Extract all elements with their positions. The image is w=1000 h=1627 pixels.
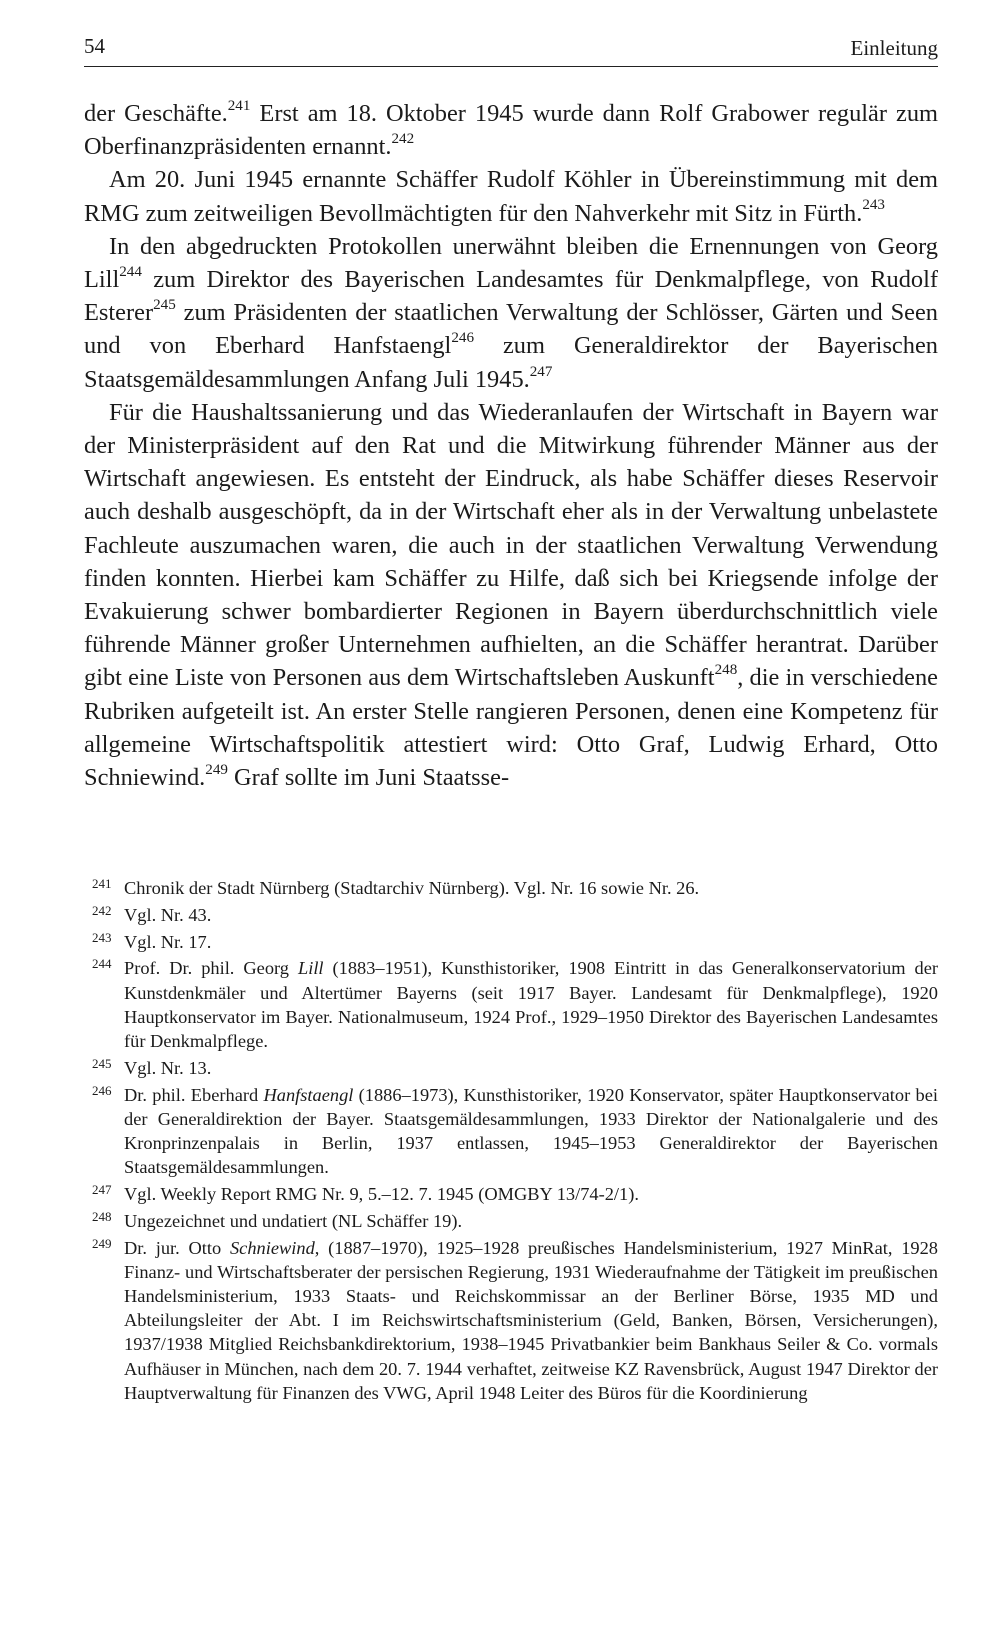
person-name: Schniewind	[229, 1237, 315, 1258]
text-run: Am 20. Juni 1945 ernannte Schäffer Rudolf Köhler in Übereinstimmung mit dem RMG zum zeitweiligen Bevollmächtigten für den Nahverkehr mit Sitz in Fürth.	[84, 166, 938, 227]
footnote-text: Ungezeichnet und undatiert (NL Schäffer 19).	[124, 1210, 463, 1231]
footnote-244	[84, 956, 938, 1053]
footnote-text-pre: Dr. jur. Otto	[124, 1237, 230, 1258]
footnote-ref-242: 242	[391, 131, 415, 148]
footnote-text-pre: Dr. phil. Eberhard	[124, 1084, 264, 1105]
footnote-242	[84, 903, 938, 927]
text-run: In den abgedruckten Protokollen unerwähnt bleiben die Ernennungen von Georg Lill	[84, 232, 938, 294]
person-name: Hanfstaengl	[263, 1084, 354, 1105]
footnote-text-pre: Prof. Dr. phil. Georg	[124, 958, 298, 979]
footnote-ref-241: 241	[227, 97, 251, 114]
text-run: Für die Haushaltssanierung und das Wiederanlaufen der Wirtschaft in Bayern war der Ministerpräsident auf den Rat und die Mitwirkung führender Männer aus der Wirtschaft angewiesen. Es entsteht der Eindruck, als habe Schäffer dieses Reservoir auch deshalb ausgeschöpft, da in der Wirtschaft eher als in der Verwaltung unbelastete Fachleute auszumachen waren, die auch in der staatlichen Verwaltung Verwendung finden konnten. Hierbei kam Schäffer zu Hilfe, daß sich bei Kriegsende infolge der Evakuierung schwer bombardierter Regionen in Bayern überdurchschnittlich viele führende Männer großer Unternehmen aufhielten, an die Schäffer herantrat. Darüber gibt eine Liste von Personen aus dem Wirtschaftsleben Auskunft	[84, 398, 938, 692]
paragraph-4	[84, 396, 938, 794]
footnote-248	[84, 1209, 938, 1233]
footnote-number: 249	[92, 1235, 112, 1251]
footnote-ref-245: 245	[153, 297, 176, 314]
footnote-ref-249: 249	[205, 761, 228, 778]
text-run: der Geschäfte.	[84, 100, 228, 127]
footnote-ref-246: 246	[451, 330, 474, 347]
page-number: 54	[84, 34, 105, 58]
text-run: zum Direktor des Bayerischen Landesamtes für Denkmalpflege, von Rudolf Esterer	[84, 266, 938, 327]
footnote-text-post: , (1887–1970), 1925–1928 preußisches Handelsministerium, 1927 MinRat, 1928 Finanz- und Wirtschaftsberater der persischen Regierung, 1931 Wiederaufnahme der Tätigkeit im preußischen Handelsministerium, 1933 Staats- und Reichskommissar an der Berliner Börse, 1935 MD und Abteilungsleiter der Abt. I im Reichswirtschaftsministerium (Geld, Banken, Börsen, Versicherungen), 1937/1938 Mitglied Reichsbankdirektorium, 1938–1945 Privatbankier beim Bankhaus Seiler & Co. vormals Aufhäuser in München, nach dem 20. 7. 1944 verhaftet, zeitweise KZ Ravensbrück, August 1947 Direktor der Hauptverwaltung für Finanzen des VWG, April 1948 Leiter des Büros für die Koordinierung	[124, 1237, 938, 1403]
footnote-text-post: (1883–1951), Kunsthistoriker, 1908 Eintritt in das Generalkonservatorium der Kunstdenkmäler und Altertümer Bayerns (seit 1917 Bayer. Landesamt für Denkmalpflege), 1920 Hauptkonservator im Bayer. Nationalmuseum, 1924 Prof., 1929–1950 Direktor des Bayerischen Landesamtes für Denkmalpflege.	[124, 958, 939, 1051]
footnote-number: 248	[92, 1208, 112, 1224]
footnote-text: Chronik der Stadt Nürnberg (Stadtarchiv Nürnberg). Vgl. Nr. 16 sowie Nr. 26.	[124, 878, 700, 898]
footnote-text: Vgl. Nr. 13.	[124, 1057, 212, 1078]
footnote-243	[84, 930, 938, 954]
running-head: Einleitung	[850, 36, 938, 60]
footnote-246	[84, 1083, 938, 1180]
footnote-245	[84, 1056, 938, 1080]
text-run: , die in verschiedene Rubriken aufgeteilt ist. An erster Stelle rangieren Personen, denen eine Kompetenz für allgemeine Wirtschaftspolitik attestiert wird: Otto Graf, Ludwig Erhard, Otto Schniewind.	[84, 664, 938, 792]
footnote-text: Vgl. Nr. 43.	[124, 904, 212, 925]
text-run: zum Generaldirektor der Bayerischen Staatsgemäldesammlungen Anfang Juli 1945.	[84, 332, 938, 393]
footnote-number: 247	[92, 1182, 112, 1197]
text-run: Erst am 18. Oktober 1945 wurde dann Rolf Grabower regulär zum Oberfinanzpräsidenten ernannt.	[84, 100, 939, 161]
footnote-247	[84, 1182, 938, 1206]
footnote-number: 246	[92, 1082, 112, 1098]
footnote-number: 241	[92, 876, 112, 891]
footnote-ref-247: 247	[529, 363, 553, 380]
footnote-number: 242	[92, 902, 112, 918]
footnote-249	[84, 1236, 938, 1405]
footnote-number: 244	[92, 956, 112, 972]
footnote-text: Vgl. Nr. 17.	[124, 931, 212, 952]
footnote-text: Vgl. Weekly Report RMG Nr. 9, 5.–12. 7. 1945 (OMGBY 13/74-2/1).	[124, 1184, 639, 1204]
paragraph-1	[84, 97, 938, 163]
main-text	[84, 97, 938, 794]
footnote-number: 245	[92, 1055, 112, 1071]
footnote-number: 243	[92, 929, 112, 945]
text-run: Graf sollte im Juni Staatsse-	[227, 764, 510, 792]
paragraph-3	[84, 230, 938, 396]
person-name: Lill	[297, 958, 324, 979]
footnote-ref-248: 248	[714, 662, 738, 679]
footnote-241	[84, 876, 938, 900]
footnote-ref-243: 243	[862, 197, 885, 214]
footnote-ref-244: 244	[119, 263, 142, 280]
footnotes	[84, 876, 938, 1408]
paragraph-2	[84, 163, 938, 229]
footnote-text-post: (1886–1973), Kunsthistoriker, 1920 Konservator, später Hauptkonservator bei der Generaldirektion der Bayer. Staatsgemäldesammlungen, 1933 Direktor der Nationalgalerie und des Kronprinzenpalais in Berlin, 1937 entlassen, 1945–1953 Generaldirektor der Bayerischen Staatsgemäldesammlungen.	[124, 1084, 938, 1178]
text-run: zum Präsidenten der staatlichen Verwaltung der Schlösser, Gärten und Seen und von Eberhard Hanfstaengl	[84, 299, 938, 360]
page-header	[84, 30, 938, 67]
